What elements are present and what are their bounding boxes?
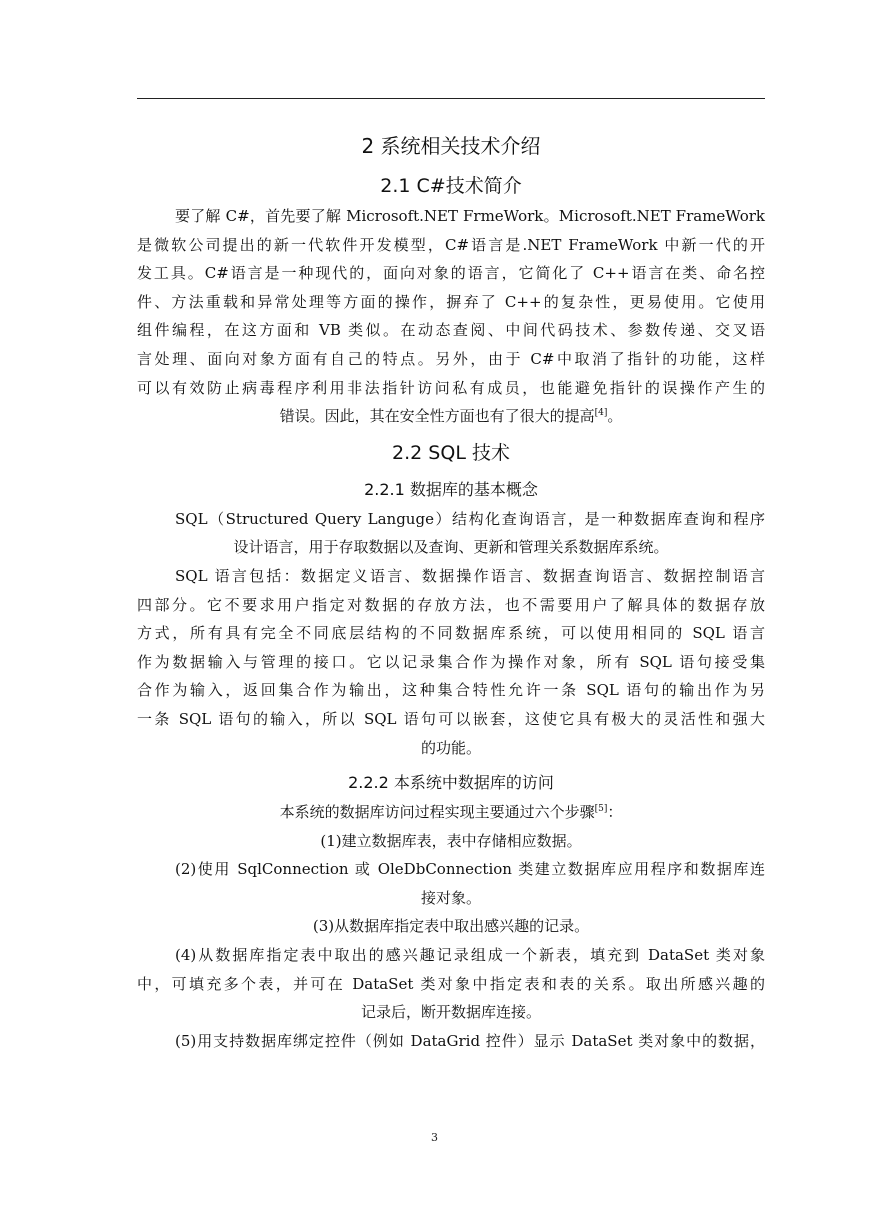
paragraph-line: 设计语言，用于存取数据以及查询、更新和管理关系数据库系统。 <box>233 538 669 557</box>
step-1: (1)建立数据库表，表中存储相应数据。 <box>320 831 582 850</box>
page-number: 3 <box>431 1131 438 1144</box>
paragraph-line: 四部分。它不要求用户指定对数据的存放方法，也不需要用户了解具体的数据存放 <box>137 595 765 614</box>
subsection-2-2-1-paragraph-2 <box>137 562 765 762</box>
paragraph-line: 言处理、面向对象方面有自己的特点。另外，由于 C#中取消了指针的功能，这样 <box>137 349 765 368</box>
step-4-line: 记录后，断开数据库连接。 <box>360 1003 541 1022</box>
section-title-2-1: 2.1 C#技术简介 <box>380 175 522 197</box>
page-content <box>137 128 765 1055</box>
subsection-title-2-2-1: 2.2.1 数据库的基本概念 <box>364 479 538 499</box>
step-3: (3)从数据库指定表中取出感兴趣的记录。 <box>312 917 590 936</box>
header-rule <box>137 98 765 99</box>
paragraph-line: 可以有效防止病毒程序利用非法指针访问私有成员，也能避免指针的误操作产生的 <box>137 378 765 397</box>
section-title-2-2: 2.2 SQL 技术 <box>392 441 510 464</box>
paragraph-line <box>137 402 765 431</box>
paragraph-line: 合作为输入，返回集合作为输出，这种集合特性允许一条 SQL 语句的输出作为另 <box>137 681 765 700</box>
line-end: ： <box>607 803 623 822</box>
section-2-1-paragraph <box>137 202 765 431</box>
step-2-line: 接对象。 <box>420 888 481 907</box>
paragraph-line: 是微软公司提出的新一代软件开发模型，C#语言是.NET FrameWork 中新一代的开 <box>137 235 765 254</box>
paragraph-line: 要了解 C#，首先要了解 Microsoft.NET FrmeWork。Microsoft.NET FrameWork <box>175 207 765 225</box>
paragraph-line: 作为数据输入与管理的接口。它以记录集合作为操作对象，所有 SQL 语句接受集 <box>137 652 765 671</box>
paragraph-line: 一条 SQL 语句的输入，所以 SQL 语句可以嵌套，这使它具有极大的灵活性和强大 <box>137 709 765 728</box>
paragraph-line: 方式，所有具有完全不同底层结构的不同数据库系统，可以使用相同的 SQL 语言 <box>137 624 765 643</box>
intro-line <box>137 798 765 827</box>
paragraph-line: 发工具。C#语言是一种现代的，面向对象的语言，它简化了 C++语言在类、命名控 <box>137 264 765 283</box>
paragraph-line: 件、方法重载和异常处理等方面的操作，摒弃了 C++的复杂性，更易使用。它使用 <box>137 292 765 311</box>
subsection-2-2-2-steps <box>137 798 765 1055</box>
step-4-line: 中，可填充多个表，并可在 DataSet 类对象中指定表和表的关系。取出所感兴趣的 <box>137 974 765 993</box>
line-text: 错误。因此，其在安全性方面也有了很大的提高 <box>279 407 595 426</box>
step-2-line: (2)使用 SqlConnection 或 OleDbConnection 类建立数据库应用程序和数据库连 <box>175 860 765 879</box>
line-text: 本系统的数据库访问过程实现主要通过六个步骤 <box>279 803 595 822</box>
paragraph-line: 组件编程，在这方面和 VB 类似。在动态查阅、中间代码技术、参数传递、交叉语 <box>137 321 765 340</box>
paragraph-line: 的功能。 <box>420 738 481 757</box>
step-5-line: (5)用支持数据库绑定控件（例如 DataGrid 控件）显示 DataSet 类对象中的数据， <box>175 1031 765 1050</box>
citation-superscript: [4] <box>594 408 608 419</box>
paragraph-line: SQL 语言包括：数据定义语言、数据操作语言、数据查询语言、数据控制语言 <box>175 566 765 585</box>
subsection-title-2-2-2: 2.2.2 本系统中数据库的访问 <box>348 773 554 793</box>
paragraph-line: SQL（Structured Query Languge）结构化查询语言，是一种数据库查询和程序 <box>175 509 765 528</box>
line-end: 。 <box>607 407 623 426</box>
chapter-title: 2 系统相关技术介绍 <box>361 134 541 158</box>
citation-superscript: [5] <box>594 804 608 815</box>
subsection-2-2-1-paragraph-1 <box>137 505 765 562</box>
step-4-line: (4)从数据库指定表中取出的感兴趣记录组成一个新表，填充到 DataSet 类对象 <box>175 946 765 965</box>
